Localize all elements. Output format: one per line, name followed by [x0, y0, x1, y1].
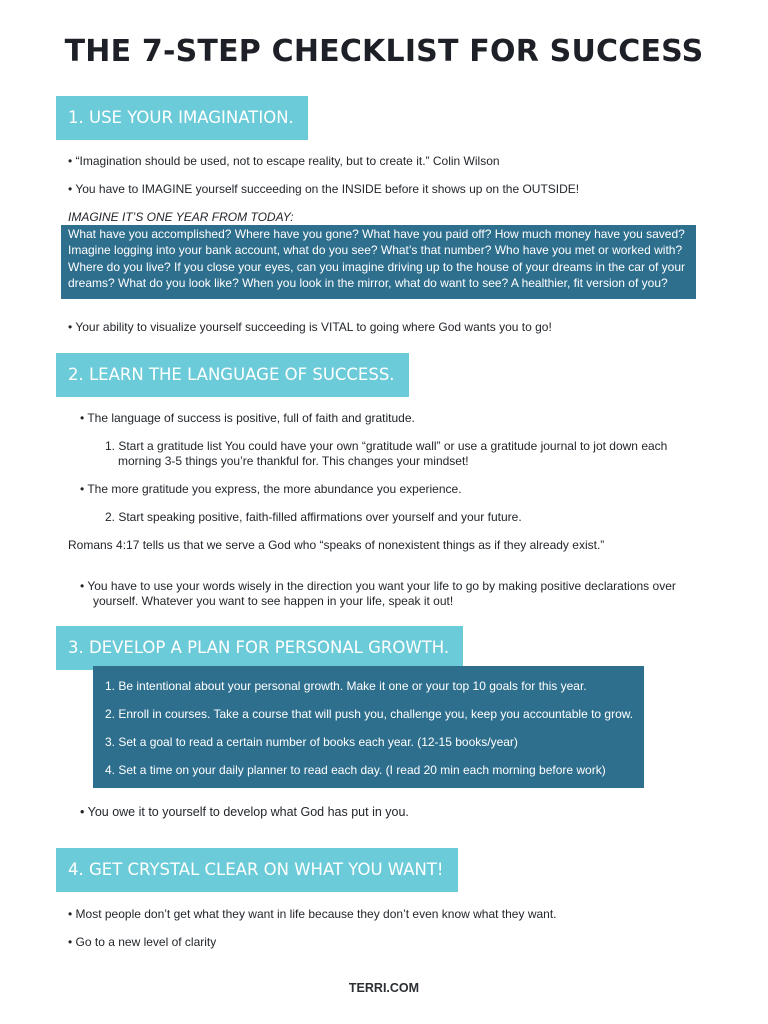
growth-steps-box	[93, 666, 644, 788]
imagine-callout	[61, 225, 696, 299]
section-4-bullet-know: • Most people don’t get what they want in life because they don’t even know what they want.	[68, 907, 557, 921]
section-2-bullet-words-line-1: • You have to use your words wisely in the direction you want your life to go by making positive declarations over	[80, 579, 676, 593]
page-title: THE 7-STEP CHECKLIST FOR SUCCESS	[64, 34, 704, 69]
section-2-bullet-language: • The language of success is positive, full of faith and gratitude.	[80, 411, 415, 425]
romans-quote: Romans 4:17 tells us that we serve a God who “speaks of nonexistent things as if they already exist.”	[68, 538, 605, 552]
growth-step-1: 1. Be intentional about your personal growth. Make it one or your top 10 goals for this year.	[105, 679, 587, 693]
section-2-bullet-gratitude: • The more gratitude you express, the more abundance you experience.	[80, 482, 462, 496]
footer-site: TERRI.COM	[348, 981, 420, 995]
section-4-bullet-clarity: • Go to a new level of clarity	[68, 935, 217, 949]
section-2-item-1-line-2: morning 3-5 things you’re thankful for. This changes your mindset!	[118, 454, 469, 468]
growth-step-4: 4. Set a time on your daily planner to read each day. (I read 20 min each morning before work)	[105, 763, 606, 777]
section-2-heading: 2. LEARN THE LANGUAGE OF SUCCESS.	[56, 353, 409, 397]
section-4-heading: 4. GET CRYSTAL CLEAR ON WHAT YOU WANT!	[56, 848, 458, 892]
imagine-callout-text: What have you accomplished? Where have you gone? What have you paid off? How much money have you saved? Imagine logging into your bank account, what do you see? What’s that number? Who have you met or worked with? Where do you live? If you close your eyes, can you imagine driving up to the house of your dreams in the car of your dreams? What do you look like? When you look in the mirror, what do want to see? A healthier, fit version of you?	[68, 227, 685, 290]
section-2-item-2: 2. Start speaking positive, faith-filled affirmations over yourself and your future.	[105, 510, 522, 524]
section-2-item-1-line-1: 1. Start a gratitude list You could have your own “gratitude wall” or use a gratitude journal to jot down each	[105, 439, 668, 453]
section-1-bullet-visualize: • Your ability to visualize yourself succeeding is VITAL to going where God wants you to go!	[68, 320, 552, 334]
section-2-bullet-words-line-2: yourself. Whatever you want to see happen in your life, speak it out!	[93, 594, 454, 608]
section-3-heading: 3. DEVELOP A PLAN FOR PERSONAL GROWTH.	[56, 626, 463, 670]
section-3-bullet-develop: • You owe it to yourself to develop what God has put in you.	[80, 805, 409, 819]
section-1-heading: 1. USE YOUR IMAGINATION.	[56, 96, 308, 140]
section-1-bullet-quote: • “Imagination should be used, not to escape reality, but to create it.” Colin Wilson	[68, 154, 500, 168]
section-1-bullet-imagine: • You have to IMAGINE yourself succeeding on the INSIDE before it shows up on the OUTSIDE!	[68, 182, 580, 196]
growth-step-2: 2. Enroll in courses. Take a course that will push you, challenge you, keep you accountable to grow.	[105, 707, 634, 721]
growth-step-3: 3. Set a goal to read a certain number of books each year. (12-15 books/year)	[105, 735, 518, 749]
imagine-label: IMAGINE IT’S ONE YEAR FROM TODAY:	[68, 210, 294, 224]
